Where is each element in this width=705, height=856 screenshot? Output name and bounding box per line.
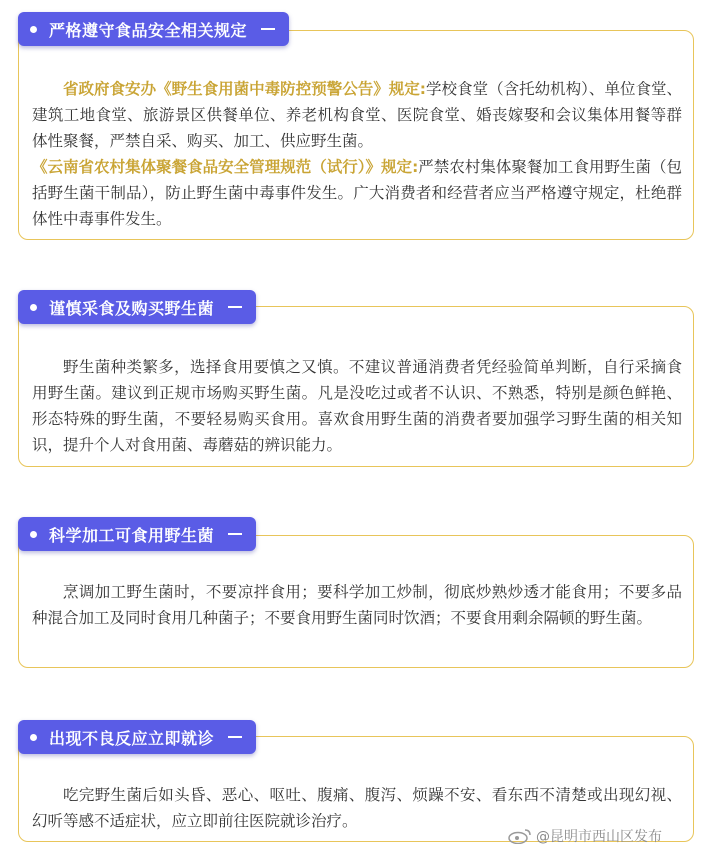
body-text: 吃完野生菌后如头昏、恶心、呕吐、腹痛、腹泻、烦躁不安、看东西不清楚或出现幻视、幻听等感不适症状，应立即前往医院就诊治疗。 — [32, 786, 682, 830]
watermark-text: @昆明市西山区发布 — [536, 829, 662, 845]
section-title-tag — [18, 517, 256, 551]
bullet-dot-icon — [30, 531, 37, 538]
body-text: 野生菌种类繁多，选择食用要慎之又慎。不建议普通消费者凭经验简单判断，自行采摘食用野生菌。建议到正规市场购买野生菌。凡是没吃过或者不认识、不熟悉，特别是颜色鲜艳、形态特殊的野生菌，不要轻易购买食用。喜欢食用野生菌的消费者要加强学习野生菌的相关知识，提升个人对食用菌、毒蘑菇的辨识能力。 — [32, 358, 682, 454]
regulation-highlight: 省政府食安办《野生食用菌中毒防控预警公告》规定: — [63, 80, 427, 98]
bullet-dot-icon — [30, 304, 37, 311]
body-text: 学校食堂（含托幼机构）、单位食堂、建筑工地食堂、旅游景区供餐单位、养老机构食堂、医院食堂、婚丧嫁娶和会议集体用餐等群体性聚餐，严禁自采、购买、加工、供应野生菌。 — [32, 80, 682, 150]
regulation-highlight: 《云南省农村集体聚餐食品安全管理规范（试行）》规定: — [32, 158, 419, 176]
bullet-dot-icon — [30, 26, 37, 33]
bullet-dot-icon — [30, 734, 37, 741]
section-body — [32, 354, 682, 458]
section-title-tag — [18, 720, 256, 754]
dash-icon — [228, 533, 242, 535]
section-body — [32, 579, 682, 631]
section-title: 科学加工可食用野生菌 — [49, 525, 215, 545]
dash-icon — [228, 306, 242, 308]
section-title-tag — [18, 290, 256, 324]
watermark — [508, 826, 662, 846]
section-title: 严格遵守食品安全相关规定 — [49, 20, 248, 40]
dash-icon — [228, 736, 242, 738]
body-text: 严禁农村集体聚餐加工食用野生菌（包括野生菌干制品），防止野生菌中毒事件发生。广大消费者和经营者应当严格遵守规定，杜绝群体性中毒事件发生。 — [32, 158, 682, 228]
weibo-logo-icon — [508, 828, 532, 844]
section-title-tag — [18, 12, 289, 46]
section-title: 出现不良反应立即就诊 — [49, 728, 215, 748]
section-body — [32, 76, 682, 232]
body-text: 烹调加工野生菌时，不要凉拌食用；要科学加工炒制，彻底炒熟炒透才能食用；不要多品种混合加工及同时食用几种菌子；不要食用野生菌同时饮酒；不要食用剩余隔顿的野生菌。 — [32, 583, 682, 627]
section-title: 谨慎采食及购买野生菌 — [49, 298, 215, 318]
dash-icon — [261, 28, 275, 30]
